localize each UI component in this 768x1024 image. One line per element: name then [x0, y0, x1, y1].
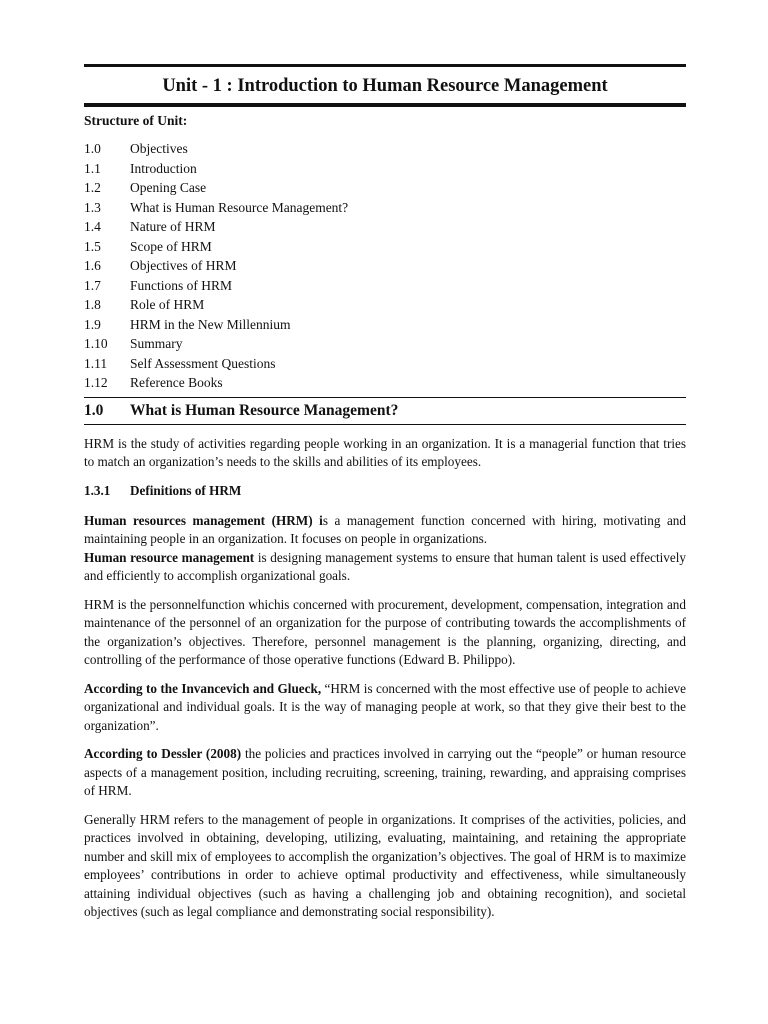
toc-item — [84, 276, 686, 296]
toc-item — [84, 315, 686, 335]
document-page — [84, 64, 686, 932]
definition-term: Human resources management (HRM) i — [84, 512, 323, 528]
toc-label: Summary — [130, 336, 183, 351]
toc-label: Functions of HRM — [130, 277, 233, 293]
toc-number: 1.5 — [84, 238, 101, 254]
toc-label: Nature of HRM — [130, 219, 216, 234]
toc-number: 1.10 — [84, 336, 108, 351]
toc-item — [84, 354, 686, 374]
toc-number: 1.6 — [84, 258, 101, 273]
intro-paragraph: HRM is the study of activities regarding people working in an organization. It is a managerial function that tries to match an organization’s needs to the skills and abilities of its employees. — [84, 435, 686, 469]
general-paragraph: Generally HRM refers to the management of people in organizations. It comprises of the activities, policies, and practices involved in obtaining, developing, utilizing, evaluating, maintaining, and retaining the appropriate number and skill mix of employees to accomplish the organization’s objectives. The goal of HRM is to maximize employees’ contributions in order to achieve optimal productivity and effectiveness, while simultaneously attaining individual objectives (such as having a challenging job and obtaining recognition), and societal objectives (such as legal compliance and demonstrating social responsibility). — [84, 811, 686, 919]
toc-item — [84, 178, 686, 198]
toc-label: Introduction — [130, 160, 197, 176]
citation-lead: According to the Invancevich and Glueck, — [84, 680, 322, 696]
citation-text: the policies and practices involved in carrying out the “people” or human resource aspects of a management position, including recruiting, screening, training, rewarding, and appraising comprises of HRM. — [84, 746, 686, 798]
toc-item — [84, 217, 686, 237]
structure-label: Structure of Unit: — [84, 113, 188, 128]
toc-label: Role of HRM — [130, 297, 205, 312]
citation-lead: According to Dessler (2008) — [84, 746, 242, 761]
toc-item — [84, 295, 686, 315]
toc-item — [84, 198, 686, 218]
definition-paragraph-2 — [84, 549, 686, 586]
section-heading — [84, 400, 686, 422]
definition-paragraph-1 — [84, 512, 686, 549]
toc-number: 1.7 — [84, 277, 101, 293]
toc-number: 1.12 — [84, 375, 108, 390]
top-rule — [84, 64, 686, 67]
section-rule-top — [84, 397, 686, 398]
toc-label: Objectives of HRM — [130, 258, 237, 273]
toc-item — [84, 373, 686, 393]
definition-text: s a management function concerned with hiring, motivating and maintaining people in an organization. It focuses on people in organizations. — [84, 512, 686, 546]
toc-item — [84, 139, 686, 159]
section-title: What is Human Resource Management? — [130, 401, 399, 419]
toc-item — [84, 159, 686, 179]
toc-label: What is Human Resource Management? — [130, 199, 349, 215]
toc-item — [84, 237, 686, 257]
personnel-paragraph: HRM is the personnelfunction whichis concerned with procurement, development, compensation, integration and maintenance of the personnel of an organization for the purpose of contributing towards the accomplishments of the organization’s objectives. Therefore, personnel management is the planning, organizing, directing, and controlling of the performance of those operative functions (Edward B. Philippo). — [84, 596, 686, 667]
toc-label: Scope of HRM — [130, 238, 212, 254]
section-rule-bottom — [84, 424, 686, 425]
toc-number: 1.3 — [84, 199, 101, 215]
definition-term: Human resource management — [84, 549, 255, 565]
toc-number: 1.0 — [84, 141, 101, 156]
toc-label: Reference Books — [130, 375, 223, 390]
subsection-title: Definitions of HRM — [130, 482, 242, 498]
toc-number: 1.9 — [84, 316, 101, 332]
toc-number: 1.4 — [84, 219, 101, 234]
dessler-paragraph — [84, 745, 686, 801]
toc-item — [84, 334, 686, 354]
toc-number: 1.11 — [84, 355, 108, 371]
title-underline — [84, 103, 686, 107]
subsection-heading — [84, 482, 686, 500]
toc-number: 1.2 — [84, 180, 101, 195]
unit-title: Unit - 1 : Introduction to Human Resource Management — [162, 76, 608, 96]
table-of-contents — [84, 139, 686, 393]
subsection-number: 1.3.1 — [84, 482, 111, 498]
toc-label: Self Assessment Questions — [130, 355, 276, 371]
toc-label: HRM in the New Millennium — [130, 316, 291, 332]
invancevich-paragraph — [84, 680, 686, 736]
toc-label: Opening Case — [130, 180, 207, 195]
toc-label: Objectives — [130, 141, 188, 156]
definition-text: is designing management systems to ensure that human talent is used effectively and efficiently to accomplish organizational goals. — [84, 549, 686, 583]
toc-number: 1.8 — [84, 297, 101, 312]
section-number: 1.0 — [84, 401, 104, 419]
toc-number: 1.1 — [84, 160, 101, 176]
citation-text: “HRM is concerned with the most effective use of people to achieve organizational and individual goals. It is the way of managing people at work, so that they give their best to the organization”. — [84, 680, 686, 733]
toc-item — [84, 256, 686, 276]
